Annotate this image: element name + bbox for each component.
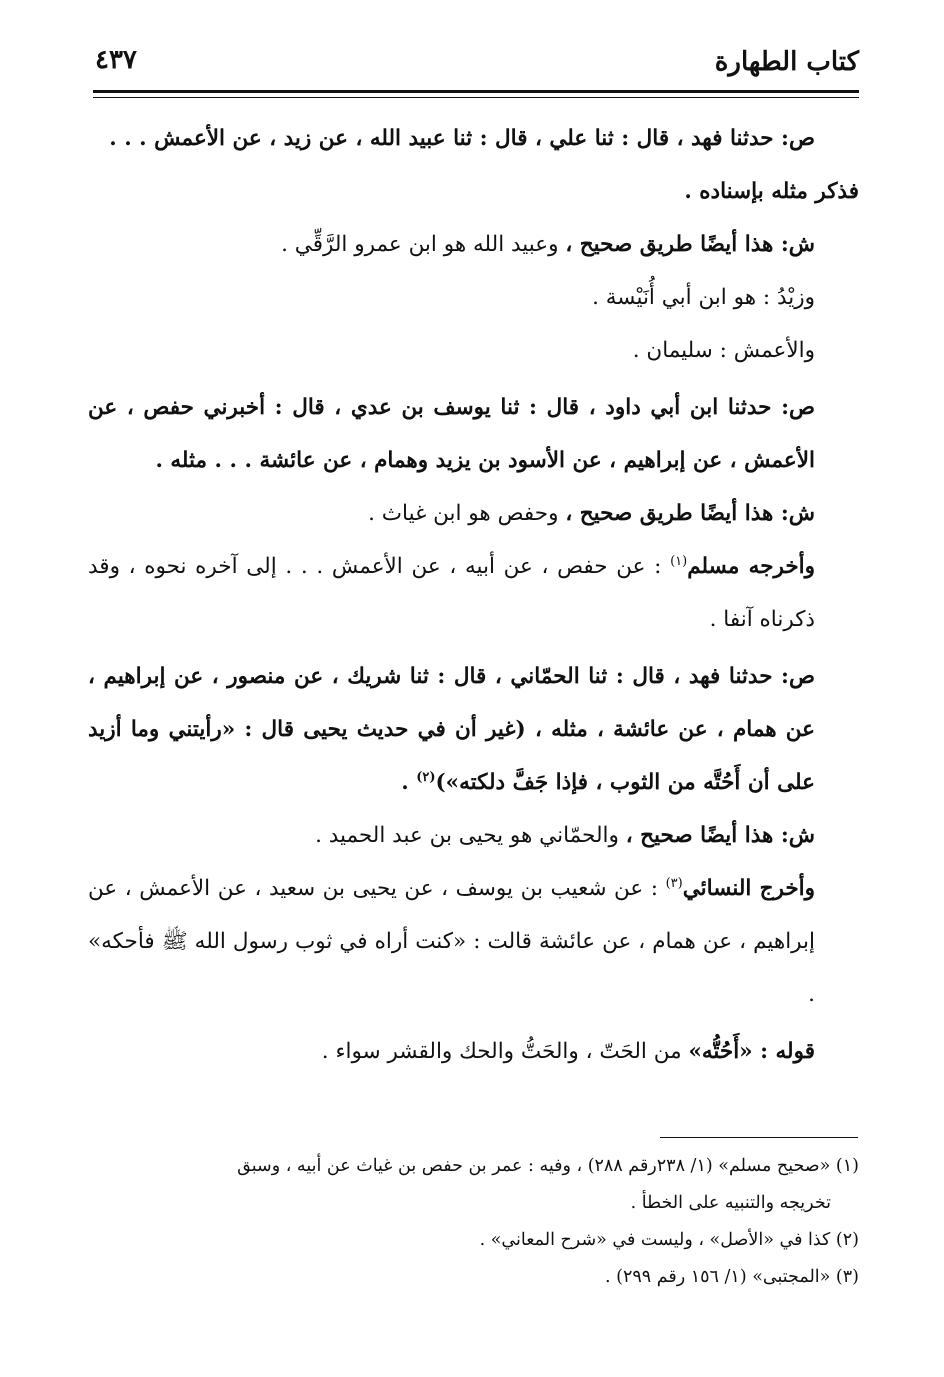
paragraph-label: ش: هذا أيضًا طريق صحيح ،: [565, 232, 815, 257]
page-number: ٤٣٧: [95, 45, 137, 75]
paragraph-takhrij-muslim: [88, 540, 859, 646]
paragraph-sad-1-tail: [88, 165, 859, 218]
footnote-2: [88, 1222, 859, 1259]
paragraph-shin-1: [88, 218, 859, 271]
footnote-3: [88, 1259, 859, 1296]
paragraph-note-amash: [88, 324, 859, 377]
paragraph-sad-3: [88, 650, 859, 809]
paragraph-label: وأخرجه مسلم: [687, 554, 815, 579]
paragraph-text: وزيْدُ : هو ابن أبي أُنَيْسة .: [592, 285, 815, 310]
paragraph-shin-2: [88, 487, 859, 540]
footnote-separator: [660, 1137, 858, 1138]
paragraph-label: ش: هذا أيضًا صحيح ،: [625, 823, 815, 848]
running-header: [93, 30, 859, 90]
paragraph-text: : عن حفص ، عن أبيه ، عن الأعمش . . . إلى آخره نحوه ، وقد ذكرناه آنفا .: [88, 554, 815, 632]
paragraph-text: : عن شعيب بن يوسف ، عن يحيى بن سعيد ، عن الأعمش ، عن إبراهيم ، عن همام ، عن عائشة قالت : «كنت أراه في ثوب رسول الله ﷺ فأحكه» .: [88, 876, 815, 1007]
paragraph-text: وحفص هو ابن غياث .: [368, 501, 566, 526]
footnote-text: (٢) كذا في «الأصل» ، وليست في «شرح المعاني» .: [479, 1230, 859, 1250]
paragraph-text: ص: حدثنا فهد ، قال : ثنا الحمّاني ، قال : ثنا شريك ، عن منصور ، عن إبراهيم ، عن همام ، عن عائشة ، مثله ، (غير أن في حديث يحيى قال : «رأيتني وما أزيد على أن أَحُتَّه من الثوب ، فإذا جَفَّ دلكته»): [88, 664, 815, 795]
footnote-ref-1[interactable]: (١): [670, 553, 688, 569]
paragraph-sad-2: [88, 381, 859, 487]
footnote-1-tail: [88, 1185, 859, 1222]
footnotes: [88, 1148, 859, 1296]
paragraph-text: ص: حدثنا فهد ، قال : ثنا علي ، قال : ثنا عبيد الله ، عن زيد ، عن الأعمش . . .: [109, 126, 815, 151]
header-rule-thick: [93, 90, 859, 93]
book-title: كتاب الطهارة: [714, 47, 859, 77]
footnote-text: تخريجه والتنبيه على الخطأ .: [630, 1193, 831, 1213]
paragraph-takhrij-nasai: [88, 862, 859, 1021]
footnote-text: (١) «صحيح مسلم» (١/ ٢٣٨رقم ٢٨٨) ، وفيه : عمر بن حفص بن غياث عن أبيه ، وسبق: [237, 1156, 859, 1176]
paragraph-text: وعبيد الله هو ابن عمرو الرَّقِّي .: [281, 232, 566, 257]
paragraph-shin-3: [88, 809, 859, 862]
paragraph-text: ص: حدثنا ابن أبي داود ، قال : ثنا يوسف بن عدي ، قال : أخبرني حفص ، عن الأعمش ، عن إبراهيم ، عن الأسود بن يزيد وهمام ، عن عائشة . . . مثله .: [88, 395, 815, 473]
paragraph-label: وأخرج النسائي: [682, 876, 815, 901]
paragraph-text: من الحَتّ ، والحَتُّ والحك والقشر سواء .: [321, 1039, 689, 1064]
paragraph-label: ش: هذا أيضًا طريق صحيح ،: [565, 501, 815, 526]
header-rule-thin: [93, 97, 859, 98]
footnote-ref-2[interactable]: (٢): [416, 769, 436, 785]
paragraph-qawluhu: [88, 1025, 859, 1078]
footnote-ref-3[interactable]: (٣): [665, 875, 683, 891]
main-text: [88, 112, 859, 1078]
paragraph-text: والحمّاني هو يحيى بن عبد الحميد .: [315, 823, 626, 848]
footnote-text: (٣) «المجتبى» (١/ ١٥٦ رقم ٢٩٩) .: [604, 1267, 859, 1287]
paragraph-text: والأعمش : سليمان .: [632, 338, 815, 363]
paragraph-label: قوله : «أَحُتُّه»: [688, 1039, 815, 1064]
paragraph-sad-1: [88, 112, 859, 165]
paragraph-text: فذكر مثله بإسناده .: [684, 179, 859, 204]
footnote-1: [88, 1148, 859, 1185]
paragraph-end: .: [401, 770, 417, 795]
paragraph-note-zayd: [88, 271, 859, 324]
